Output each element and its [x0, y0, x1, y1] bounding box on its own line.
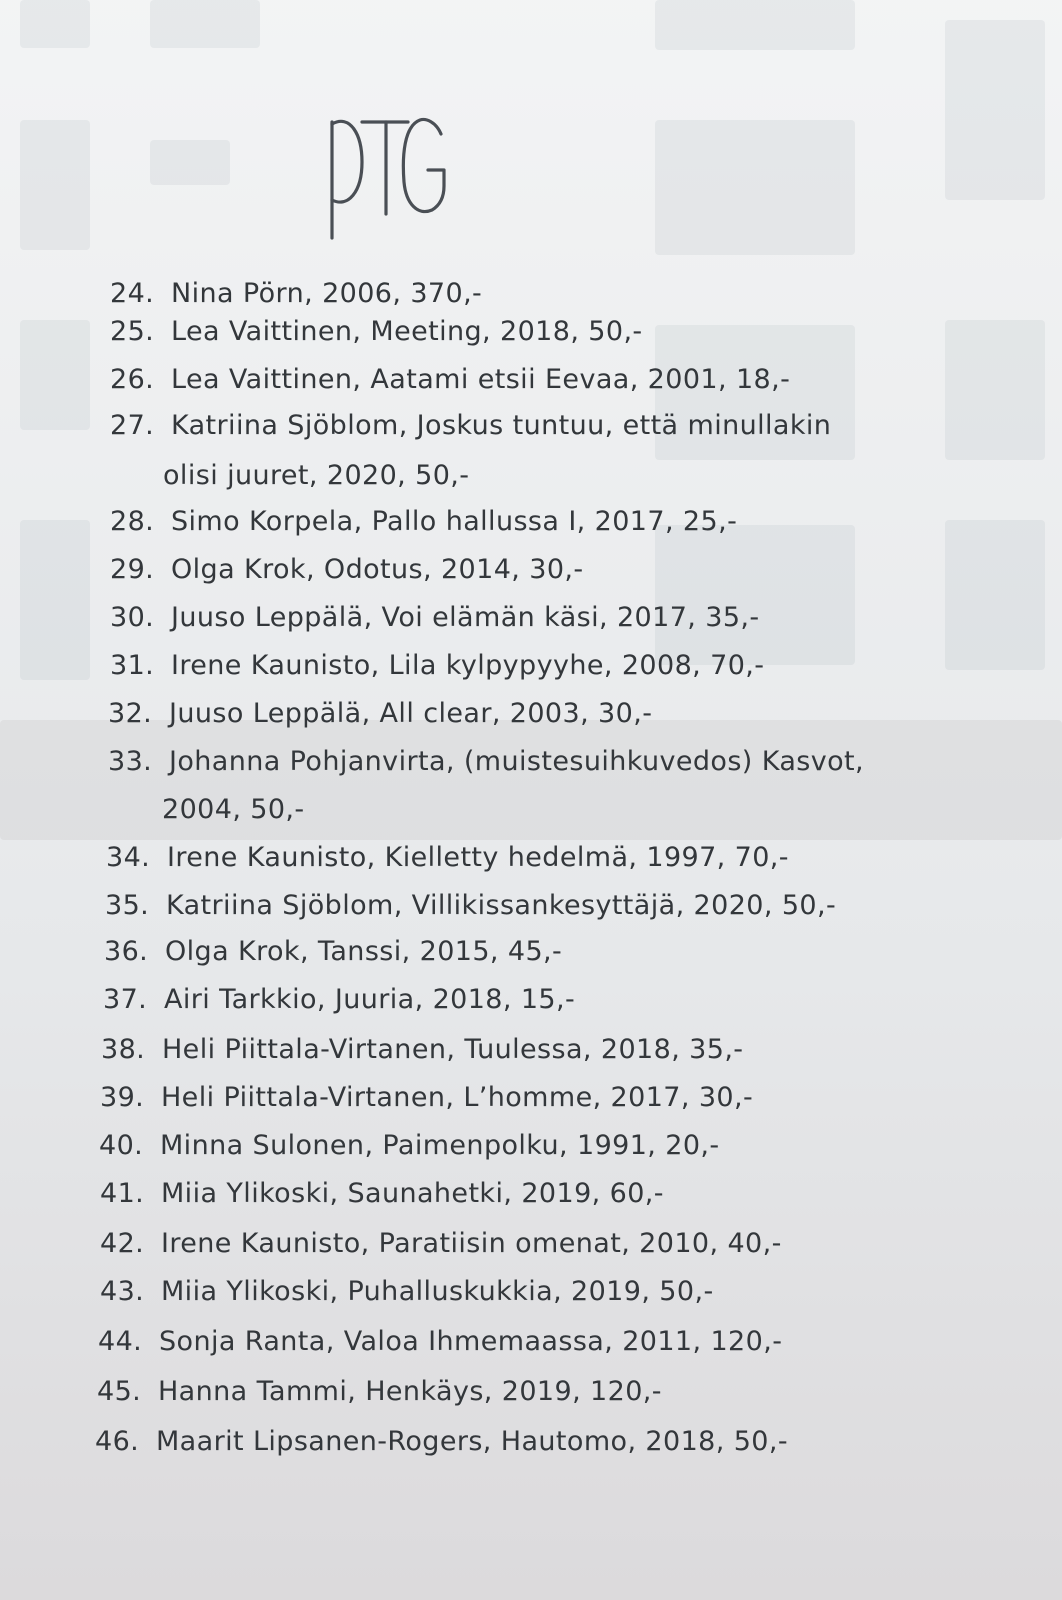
item-text: Olga Krok, Tanssi, 2015, 45,- [164, 936, 563, 967]
item-number: 37. [103, 984, 148, 1015]
item-text: Johanna Pohjanvirta, (muistesuihkuvedos) Kasvot, [168, 746, 865, 777]
list-item [110, 364, 790, 395]
item-text: Maarit Lipsanen-Rogers, Hautomo, 2018, 50,- [155, 1426, 788, 1457]
list-item [105, 890, 836, 921]
item-number: 31. [110, 650, 155, 681]
list-item [110, 410, 831, 441]
list-item [110, 554, 584, 585]
item-number: 33. [108, 746, 153, 777]
item-number: 38. [101, 1034, 146, 1065]
item-number: 42. [100, 1228, 145, 1259]
item-number: 40. [99, 1130, 144, 1161]
ptg-logo [328, 104, 450, 244]
item-number: 34. [106, 842, 151, 873]
item-number: 32. [108, 698, 153, 729]
item-text: Juuso Leppälä, All clear, 2003, 30,- [168, 698, 653, 729]
item-number: 35. [105, 890, 150, 921]
item-number: 26. [110, 364, 155, 395]
item-text-continued: olisi juuret, 2020, 50,- [163, 460, 470, 491]
item-number: 36. [104, 936, 149, 967]
item-text: Miia Ylikoski, Saunahetki, 2019, 60,- [160, 1178, 664, 1209]
list-item [98, 1326, 782, 1357]
item-text: Sonja Ranta, Valoa Ihmemaassa, 2011, 120,- [158, 1326, 783, 1357]
list-item [110, 602, 760, 633]
item-text: Lea Vaittinen, Aatami etsii Eevaa, 2001, 18,- [170, 364, 791, 395]
item-number: 46. [95, 1426, 140, 1457]
item-text: Simo Korpela, Pallo hallussa I, 2017, 25,- [170, 506, 738, 537]
list-item [110, 506, 737, 537]
item-number: 27. [110, 410, 155, 441]
item-number: 43. [100, 1276, 145, 1307]
item-text: Juuso Leppälä, Voi elämän käsi, 2017, 35,- [170, 602, 760, 633]
item-number: 30. [110, 602, 155, 633]
item-text: Airi Tarkkio, Juuria, 2018, 15,- [163, 984, 576, 1015]
list-item [100, 1228, 782, 1259]
list-item [101, 1034, 743, 1065]
list-item [110, 278, 482, 309]
item-text: Hanna Tammi, Henkäys, 2019, 120,- [157, 1376, 662, 1407]
item-number: 44. [98, 1326, 143, 1357]
list-item [97, 1376, 662, 1407]
list-item [108, 698, 652, 729]
item-number: 41. [100, 1178, 145, 1209]
item-text: Miia Ylikoski, Puhalluskukkia, 2019, 50,- [160, 1276, 714, 1307]
list-item [110, 650, 764, 681]
list-item [100, 1082, 753, 1113]
list-item [110, 316, 643, 347]
item-text: Minna Sulonen, Paimenpolku, 1991, 20,- [159, 1130, 720, 1161]
item-number: 45. [97, 1376, 142, 1407]
item-text: Katriina Sjöblom, Joskus tuntuu, että minullakin [170, 410, 832, 441]
item-number: 28. [110, 506, 155, 537]
item-text: Olga Krok, Odotus, 2014, 30,- [170, 554, 584, 585]
item-text: Irene Kaunisto, Paratiisin omenat, 2010, 40,- [160, 1228, 782, 1259]
item-text: Irene Kaunisto, Lila kylpypyyhe, 2008, 70,- [170, 650, 765, 681]
ptg-logo-mark [328, 104, 450, 244]
item-text-continued: 2004, 50,- [162, 794, 305, 825]
item-text: Katriina Sjöblom, Villikissankesyttäjä, 2020, 50,- [165, 890, 837, 921]
list-item [99, 1130, 720, 1161]
list-item [103, 984, 575, 1015]
list-item [95, 1426, 788, 1457]
list-item-continuation [162, 794, 305, 825]
item-text: Irene Kaunisto, Kielletty hedelmä, 1997, 70,- [166, 842, 789, 873]
list-item-continuation [163, 460, 469, 491]
item-text: Heli Piittala-Virtanen, Tuulessa, 2018, 35,- [161, 1034, 744, 1065]
list-item [104, 936, 562, 967]
item-number: 25. [110, 316, 155, 347]
item-number: 24. [110, 278, 155, 309]
list-item [100, 1276, 714, 1307]
list-item [108, 746, 864, 777]
list-item [106, 842, 789, 873]
item-number: 39. [100, 1082, 145, 1113]
item-text: Nina Pörn, 2006, 370,- [170, 278, 483, 309]
item-text: Heli Piittala-Virtanen, L’homme, 2017, 30,- [160, 1082, 754, 1113]
item-number: 29. [110, 554, 155, 585]
list-item [100, 1178, 664, 1209]
item-text: Lea Vaittinen, Meeting, 2018, 50,- [170, 316, 643, 347]
